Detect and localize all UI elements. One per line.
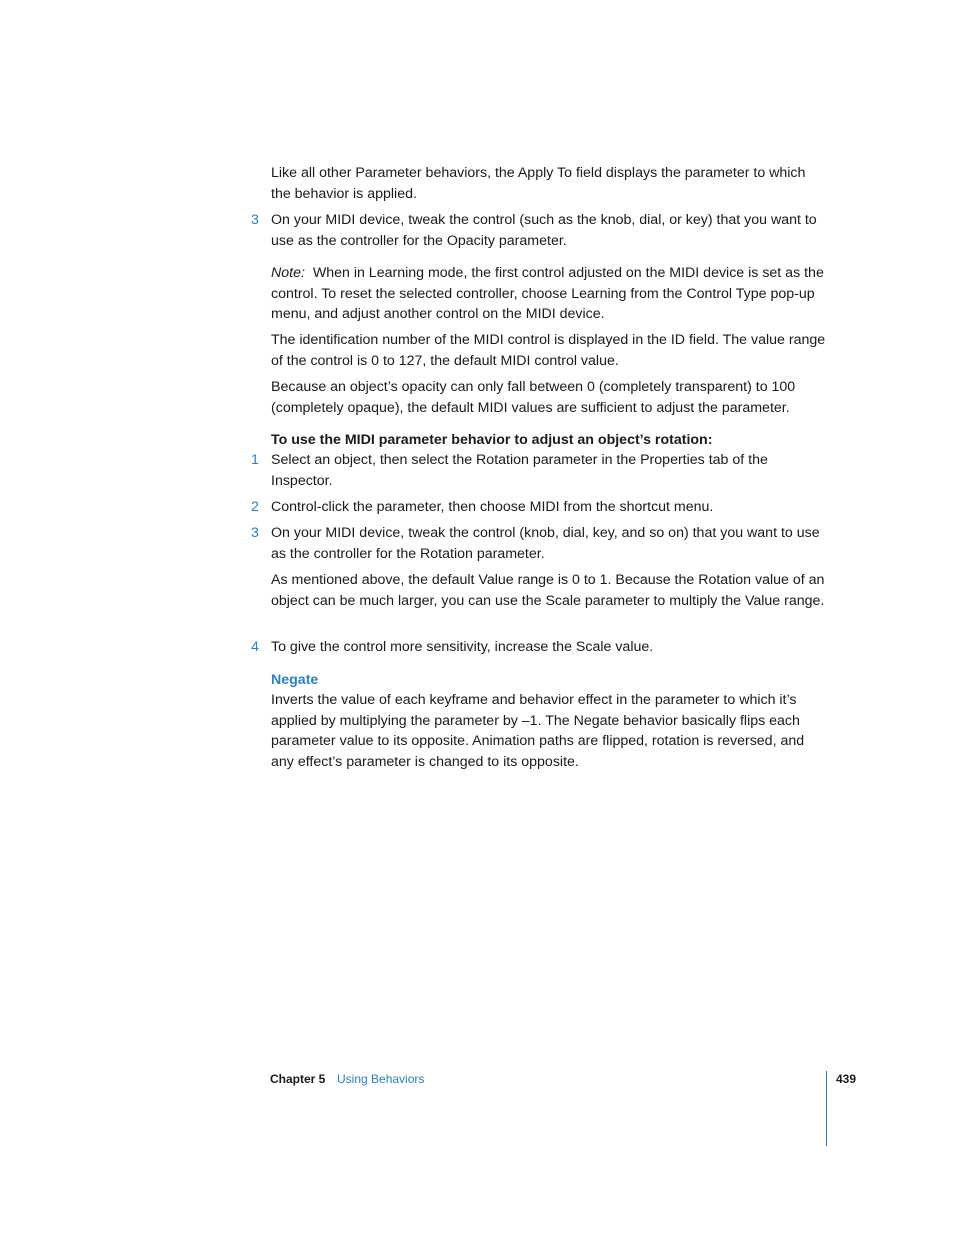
step-number: 3 bbox=[251, 525, 259, 541]
step-number: 4 bbox=[251, 639, 259, 655]
step-text: On your MIDI device, tweak the control (such as the knob, dial, or key) that you want to use as the controller for the Opacity parameter. bbox=[271, 212, 817, 249]
page-number: 439 bbox=[836, 1072, 857, 1086]
note-text: When in Learning mode, the first control adjusted on the MIDI device is set as the control. To reset the selected controller, choose Learning from the Control Type pop-up menu, and adjust another control on the MIDI device. bbox=[271, 265, 824, 322]
step-number: 1 bbox=[251, 452, 259, 468]
mentioned-paragraph: As mentioned above, the default Value range is 0 to 1. Because the Rotation value of an object can be much larger, you can use the Scale parameter to multiply the Value range. bbox=[271, 572, 825, 609]
step-number: 2 bbox=[251, 499, 259, 515]
step-text: To give the control more sensitivity, increase the Scale value. bbox=[271, 639, 654, 655]
step-text: On your MIDI device, tweak the control (knob, dial, key, and so on) that you want to use as the controller for the Rotation parameter. bbox=[271, 525, 820, 562]
step-number: 3 bbox=[251, 212, 259, 228]
note-label: Note: bbox=[271, 265, 305, 281]
step-text: Select an object, then select the Rotation parameter in the Properties tab of the Inspector. bbox=[271, 452, 768, 489]
intro-paragraph: Like all other Parameter behaviors, the Apply To field displays the parameter to which the behavior is applied. bbox=[271, 165, 806, 202]
footer-chapter: Chapter 5 bbox=[270, 1072, 326, 1086]
id-paragraph: The identification number of the MIDI control is displayed in the ID field. The value range of the control is 0 to 127, the default MIDI control value. bbox=[271, 332, 826, 369]
note-paragraph bbox=[271, 263, 827, 325]
negate-paragraph: Inverts the value of each keyframe and behavior effect in the parameter to which it’s applied by multiplying the parameter by –1. The Negate behavior basically flips each parameter value to its opposite. Animation paths are flipped, rotation is reversed, and any effect’s parameter is changed to its opposite. bbox=[271, 692, 805, 770]
opacity-paragraph: Because an object’s opacity can only fall between 0 (completely transparent) to 100 (completely opaque), the default MIDI values are sufficient to adjust the parameter. bbox=[271, 379, 796, 416]
step-text: Control-click the parameter, then choose MIDI from the shortcut menu. bbox=[271, 499, 714, 515]
task-heading: To use the MIDI parameter behavior to adjust an object’s rotation: bbox=[271, 432, 713, 448]
footer-chapter-title: Using Behaviors bbox=[337, 1072, 425, 1086]
negate-heading: Negate bbox=[271, 672, 319, 688]
footer-divider bbox=[826, 1071, 827, 1146]
